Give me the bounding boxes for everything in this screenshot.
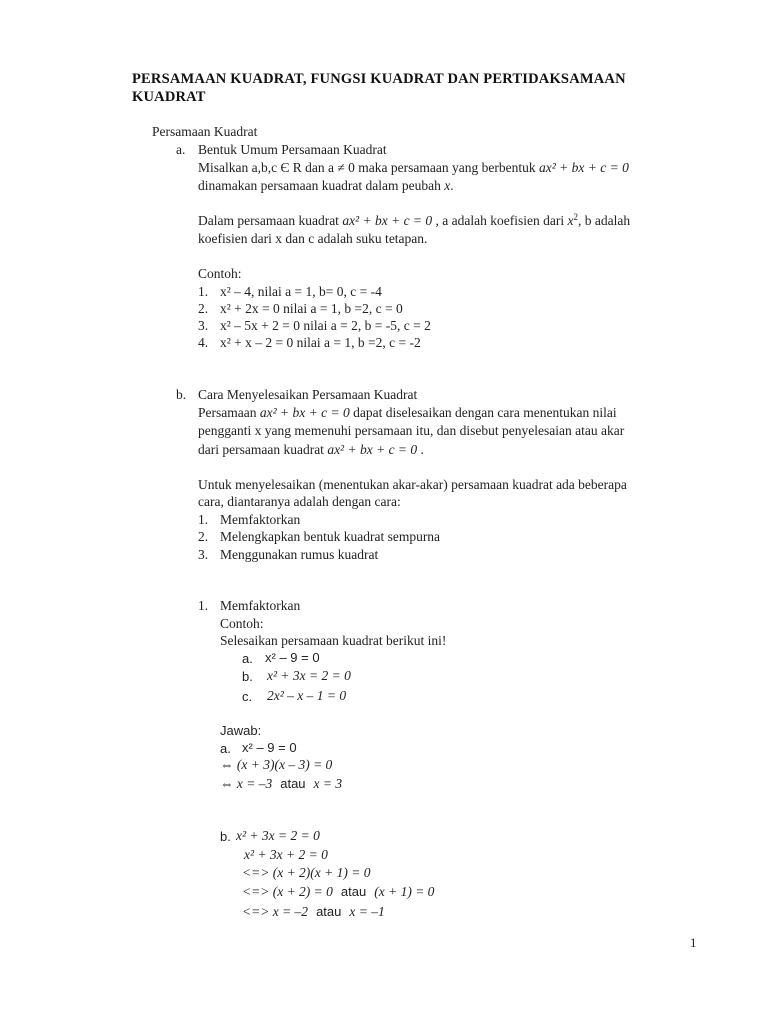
document-title-line-2: KUADRAT [132, 89, 206, 105]
general-equation: ax² + bx + c = 0 [259, 405, 350, 420]
part-b-paragraph-1-line-3 [198, 443, 424, 457]
solution-b-line-5 [242, 904, 385, 920]
method-num-2: 2. [198, 529, 209, 544]
text-run: Misalkan a,b,c Є R dan a ≠ 0 maka persamaan yang berbentuk [198, 160, 539, 175]
method-text-3: Menggunakan rumus kuadrat [220, 547, 379, 562]
solution-a-label: a. [220, 741, 231, 756]
atau-word: atau [280, 776, 306, 791]
variable-x: x [444, 178, 451, 193]
part-a-marker: a. [176, 142, 186, 157]
problem-eq-c: 2x² – x – 1 = 0 [267, 688, 347, 703]
example-text-1: x² – 4, nilai a = 1, b= 0, c = -4 [220, 284, 382, 299]
solution-a-line-2: ⇔ (x + 3)(x – 3) = 0 [220, 757, 333, 772]
problem-label-c: c. [242, 689, 253, 704]
solution-b-line-1: x² + 3x = 2 = 0 [236, 828, 320, 843]
text-run: , b adalah [578, 213, 631, 228]
method-num-1: 1. [198, 512, 209, 527]
solution-b-label: b. [220, 829, 231, 844]
example-num-4: 4. [198, 335, 209, 350]
problem-label-a: a. [242, 651, 253, 666]
math-run: x = 3 [313, 776, 343, 791]
part-b-paragraph-1-line-2: pengganti x yang memenuhi persamaan itu, dan disebut penyelesaian atau akar [198, 423, 625, 438]
text-run: Persamaan [198, 405, 260, 420]
part-b-marker: b. [176, 387, 187, 402]
general-equation: ax² + bx + c = 0 [538, 160, 629, 175]
method-num-3: 3. [198, 547, 209, 562]
factor-example-label: Contoh: [220, 616, 264, 631]
factor-heading: Memfaktorkan [220, 598, 301, 613]
part-a-paragraph-2-line-2: koefisien dari x dan c adalah suku tetapan. [198, 231, 428, 246]
example-num-2: 2. [198, 301, 209, 316]
atau-word: atau [316, 904, 342, 919]
part-a-paragraph-2-line-1 [198, 214, 630, 228]
math-run: (x + 1) = 0 [374, 884, 435, 899]
solution-b-line-3: <=> (x + 2)(x + 1) = 0 [242, 865, 371, 880]
solution-a-line-1: x² – 9 = 0 [242, 740, 297, 755]
text-run: Dalam persamaan kuadrat [198, 213, 343, 228]
problem-eq-a: x² – 9 = 0 [265, 650, 320, 665]
part-b-heading: Cara Menyelesaikan Persamaan Kuadrat [198, 387, 418, 402]
method-text-1: Memfaktorkan [220, 512, 301, 527]
text-run: . [417, 442, 424, 457]
section-heading: Persamaan Kuadrat [152, 124, 258, 139]
part-a-paragraph-1-line-2 [198, 179, 454, 193]
page-number: 1 [690, 935, 697, 950]
atau-word: atau [340, 884, 367, 899]
example-num-1: 1. [198, 284, 209, 299]
math-run: <=> x = –2 [242, 904, 309, 919]
part-a-paragraph-1-line-1 [198, 161, 629, 175]
document-title-line-1: PERSAMAAN KUADRAT, FUNGSI KUADRAT DAN PERTIDAKSAMAAN [132, 71, 626, 87]
solution-a-line-3 [220, 776, 342, 792]
problem-label-b: b. [242, 669, 253, 684]
part-b-paragraph-1-line-1 [198, 406, 617, 420]
solution-b-line-2: x² + 3x + 2 = 0 [244, 847, 328, 862]
example-label: Contoh: [198, 266, 242, 281]
math-run: x = –1 [349, 904, 385, 919]
factor-instruction: Selesaikan persamaan kuadrat berikut ini! [220, 633, 447, 648]
example-num-3: 3. [198, 318, 209, 333]
example-text-3: x² – 5x + 2 = 0 nilai a = 2, b = -5, c = 2 [220, 318, 431, 333]
part-b-paragraph-2-line-1: Untuk menyelesaikan (menentukan akar-akar) persamaan kuadrat ada beberapa [198, 477, 627, 492]
method-text-2: Melengkapkan bentuk kuadrat sempurna [220, 529, 441, 544]
math-run: ⇔ x = –3 [220, 776, 273, 791]
example-text-2: x² + 2x = 0 nilai a = 1, b =2, c = 0 [220, 301, 403, 316]
solution-b-line-4 [242, 884, 434, 900]
math-run: <=> (x + 2) = 0 [242, 884, 333, 899]
text-run: dinamakan persamaan kuadrat dalam peubah [198, 178, 445, 193]
example-text-4: x² + x – 2 = 0 nilai a = 1, b =2, c = -2 [220, 335, 421, 350]
general-equation: ax² + bx + c = 0 [342, 213, 433, 228]
part-a-heading: Bentuk Umum Persamaan Kuadrat [198, 142, 387, 157]
text-run: dari persamaan kuadrat [198, 442, 328, 457]
text-run: . [450, 178, 454, 193]
problem-eq-b: x² + 3x = 2 = 0 [267, 668, 351, 683]
general-equation: ax² + bx + c = 0 [327, 442, 418, 457]
factor-num: 1. [198, 598, 209, 613]
variable-x: x [567, 213, 574, 228]
text-run: , a adalah koefisien dari [432, 213, 568, 228]
answer-label: Jawab: [220, 723, 262, 738]
part-b-paragraph-2-line-2: cara, diantaranya adalah dengan cara: [198, 494, 401, 509]
exponent: 2 [573, 212, 578, 222]
text-run: dapat diselesaikan dengan cara menentukan nilai [349, 405, 617, 420]
